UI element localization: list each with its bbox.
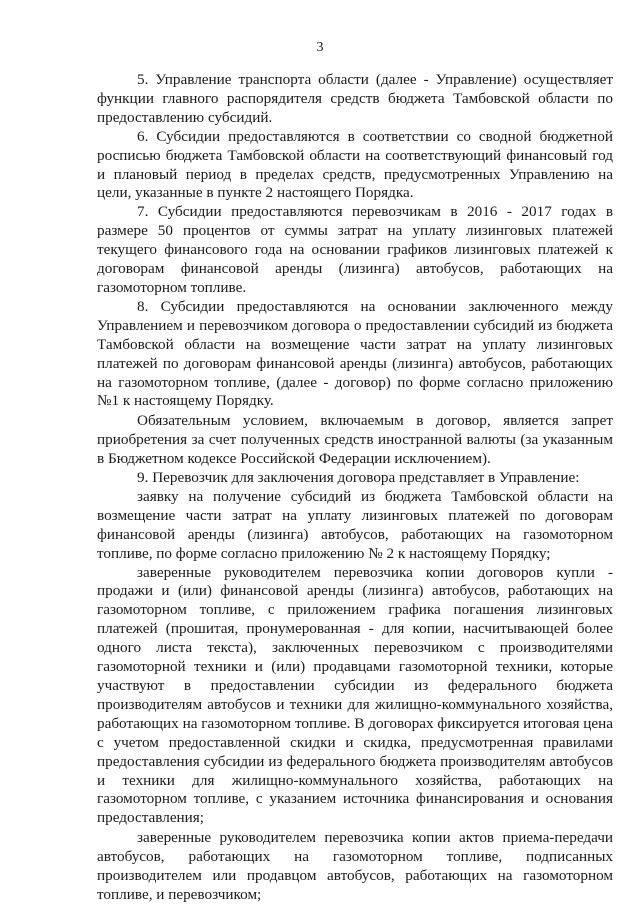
paragraph-7: 7. Субсидии предоставляются перевозчикам в 2016 - 2017 годах в размере 50 процентов от суммы затрат на уплату лизинговых платежей текущего финансового года на основании графиков лизинговых платежей к договорам финансовой аренды (лизинга) автобусов, работающих на газомоторном топливе.: [97, 203, 613, 296]
paragraph-5: 5. Управление транспорта области (далее - Управление) осуществляет функции главного распорядителя средств бюджета Тамбовской области по предоставлению субсидий.: [97, 71, 613, 126]
paragraph-8: 8. Субсидии предоставляются на основании заключенного между Управлением и перевозчиком договора о предоставлении субсидий из бюджета Тамбовской области на возмещение части затрат на уплату лизинговых платежей по договорам финансовой аренды (лизинга) автобусов, работающих на газомоторном топливе, (далее - договор) по форме согласно приложению №1 к настоящему Порядку.: [97, 297, 613, 410]
list-item-contract-copies: заверенные руководителем перевозчика копии договоров купли - продажи и (или) финансовой аренды (лизинга) автобусов, работающих на газомоторном топливе, с приложением графика погашения лизинговых платежей (прошитая, пронумерованная - для копии, насчитывающей более одного листа текста), заключенных перевозчиком с производителями газомоторной техники и (или) продавцами газомоторной техники, которые участвуют в предоставлении субсидии из федерального бюджета производителям автобусов и техники для жилищно-коммунального хозяйства, работающих на газомоторном топливе. В договорах фиксируется итоговая цена с учетом предоставленной скидки и скидка, предусмотренная правилами предоставления субсидии из федерального бюджета производителям автобусов и техники для жилищно-коммунального хозяйства, работающих на газомоторном топливе, с указанием источника финансирования и основания предоставления;: [97, 563, 613, 827]
list-item-acceptance-acts: заверенные руководителем перевозчика копии актов приема-передачи автобусов, работающих на газомоторном топливе, подписанных производителем или продавцом автобусов, работающих на газомоторном топливе, и перевозчиком;: [97, 829, 613, 903]
paragraph-6: 6. Субсидии предоставляются в соответствии со сводной бюджетной росписью бюджета Тамбовской области на соответствующий финансовый год и плановый период в пределах средств, предусмотренных Управлению на цели, указанные в пункте 2 настоящего Порядка.: [97, 127, 613, 202]
paragraph-9: 9. Перевозчик для заключения договора представляет в Управление:: [137, 469, 580, 487]
page-number: 3: [316, 40, 324, 55]
paragraph-mandatory-condition: Обязательным условием, включаемым в договор, является запрет приобретения за счет полученных средств иностранной валюты (за указанным в Бюджетном кодексе Российской Федерации исключением).: [97, 412, 613, 468]
list-item-application: заявку на получение субсидий из бюджета Тамбовской области на возмещение части затрат на уплату лизинговых платежей по договорам финансовой аренды (лизинга) автобусов, работающих на газомоторном топливе, по форме согласно приложению № 2 к настоящему Порядку;: [97, 487, 613, 562]
document-body: [97, 71, 613, 905]
